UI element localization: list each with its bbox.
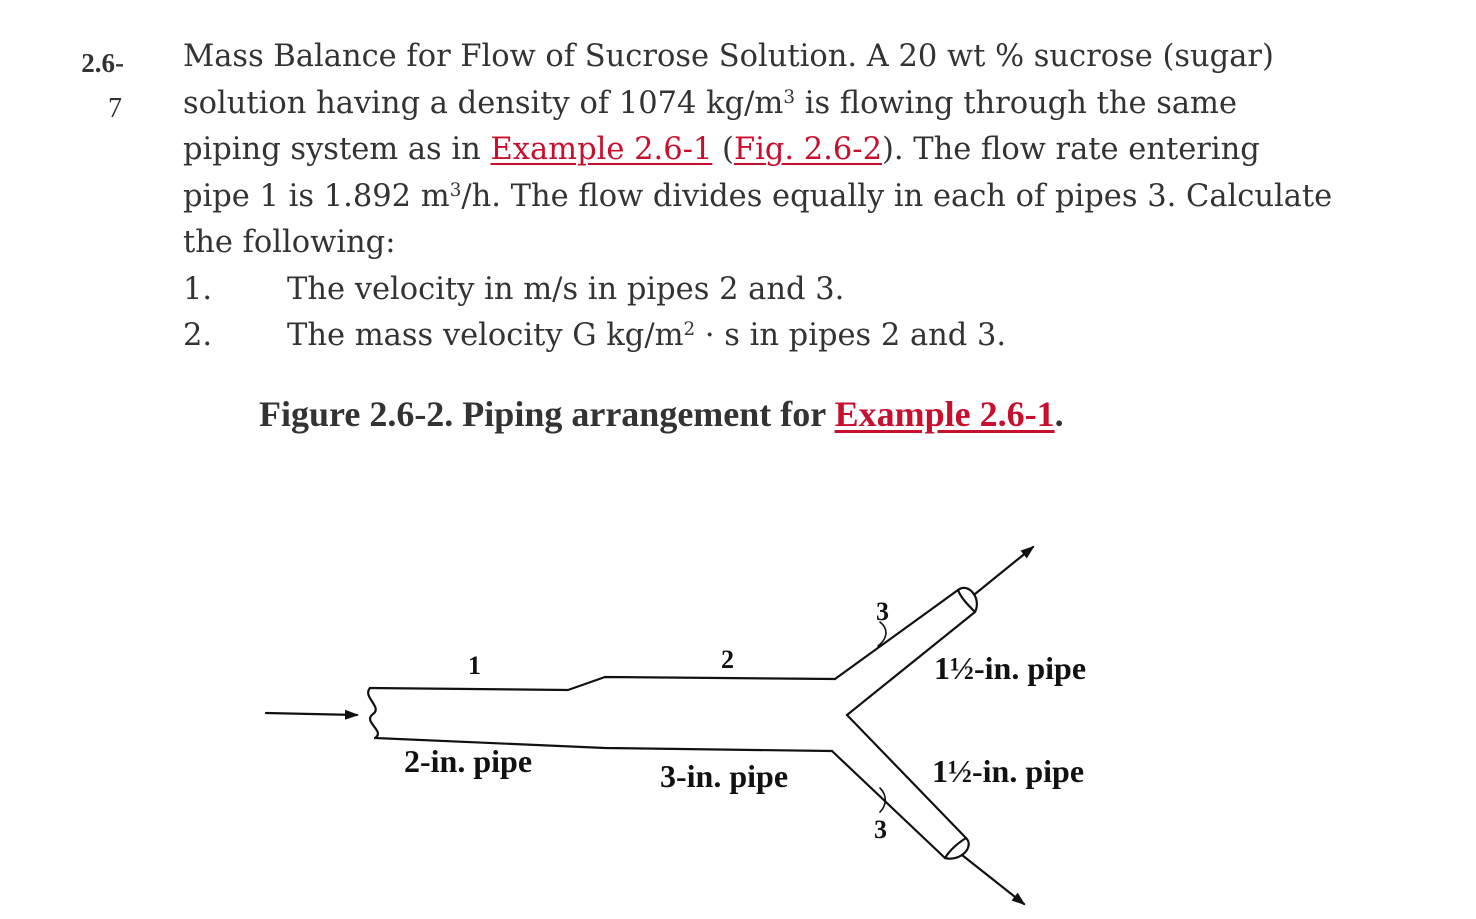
- lower-branch-outer-wall: [832, 751, 945, 858]
- superscript-3: 3: [783, 86, 795, 108]
- list-item-text: The velocity in m/s in pipes 2 and 3.: [287, 271, 845, 307]
- problem-number-line1: 2.6-: [81, 48, 124, 78]
- lower-branch-size-label: 1½-in. pipe: [932, 753, 1085, 789]
- list-item: [183, 313, 1333, 360]
- problem-text-c: (: [712, 132, 734, 167]
- list-item: [183, 267, 1333, 314]
- lower-outlet-end: [945, 838, 969, 859]
- inlet-arrow: [266, 713, 357, 715]
- caption-example-link[interactable]: Example 2.6-1: [834, 394, 1055, 434]
- pipe3-lower-leader: [880, 788, 885, 812]
- question-list: [183, 267, 1333, 360]
- problem-statement: [183, 34, 1333, 360]
- pipe-1-number: 1: [468, 651, 481, 680]
- pipe-top-wall: [370, 677, 835, 690]
- example-link[interactable]: Example 2.6-1: [490, 132, 713, 167]
- problem-title: Mass Balance for Flow of Sucrose Solution.: [183, 39, 858, 74]
- problem-number-line2: 7: [108, 93, 122, 124]
- list-item-number: 1.: [183, 271, 213, 307]
- problem-text-a: A 20 wt % sucrose (sugar) solution having a density of 1074 kg/m: [183, 39, 1274, 121]
- pipe-2-number: 2: [721, 645, 734, 674]
- upper-outlet-end: [958, 588, 977, 612]
- caption-prefix: Figure 2.6-2. Piping arrangement for: [259, 394, 835, 434]
- superscript-3: 3: [449, 179, 462, 201]
- caption-suffix: .: [1054, 394, 1064, 434]
- problem-number: [68, 40, 124, 132]
- figure-caption: [259, 393, 1064, 435]
- pipe-1-size-label: 2-in. pipe: [404, 743, 533, 779]
- pipe-2-size-label: 3-in. pipe: [660, 758, 789, 794]
- pipe3-upper-leader: [878, 622, 886, 646]
- problem-paragraph: [183, 34, 1333, 267]
- lower-branch-inner-wall: [847, 715, 966, 838]
- list-item-text: The mass velocity G $kg/m^2 \cdot s$ in pipes 2 and 3.: [287, 318, 1007, 353]
- inlet-end-break: [368, 688, 378, 738]
- problem-text-e: /h. The flow divides equally in each of pipes 3. Calculate the following:: [183, 178, 1333, 260]
- pipe-3-upper-number: 3: [876, 597, 889, 626]
- upper-branch-size-label: 1½-in. pipe: [934, 650, 1087, 686]
- upper-outlet-arrow: [975, 547, 1033, 594]
- lower-outlet-arrow: [962, 855, 1024, 904]
- superscript-2: 2: [683, 318, 696, 340]
- pipe-bottom-wall: [375, 738, 832, 751]
- upper-branch-outer-wall: [835, 590, 958, 679]
- upper-branch-inner-wall: [847, 612, 975, 715]
- list-item-number: 2.: [183, 318, 213, 353]
- pipe-3-lower-number: 3: [874, 815, 887, 844]
- figure-link[interactable]: Fig. 2.6-2: [733, 132, 882, 167]
- problem-text-b: is flowing through the same piping system as in: [183, 85, 1238, 167]
- problem-text-d: ). The flow rate entering pipe 1 is 1.892 m: [183, 132, 1260, 214]
